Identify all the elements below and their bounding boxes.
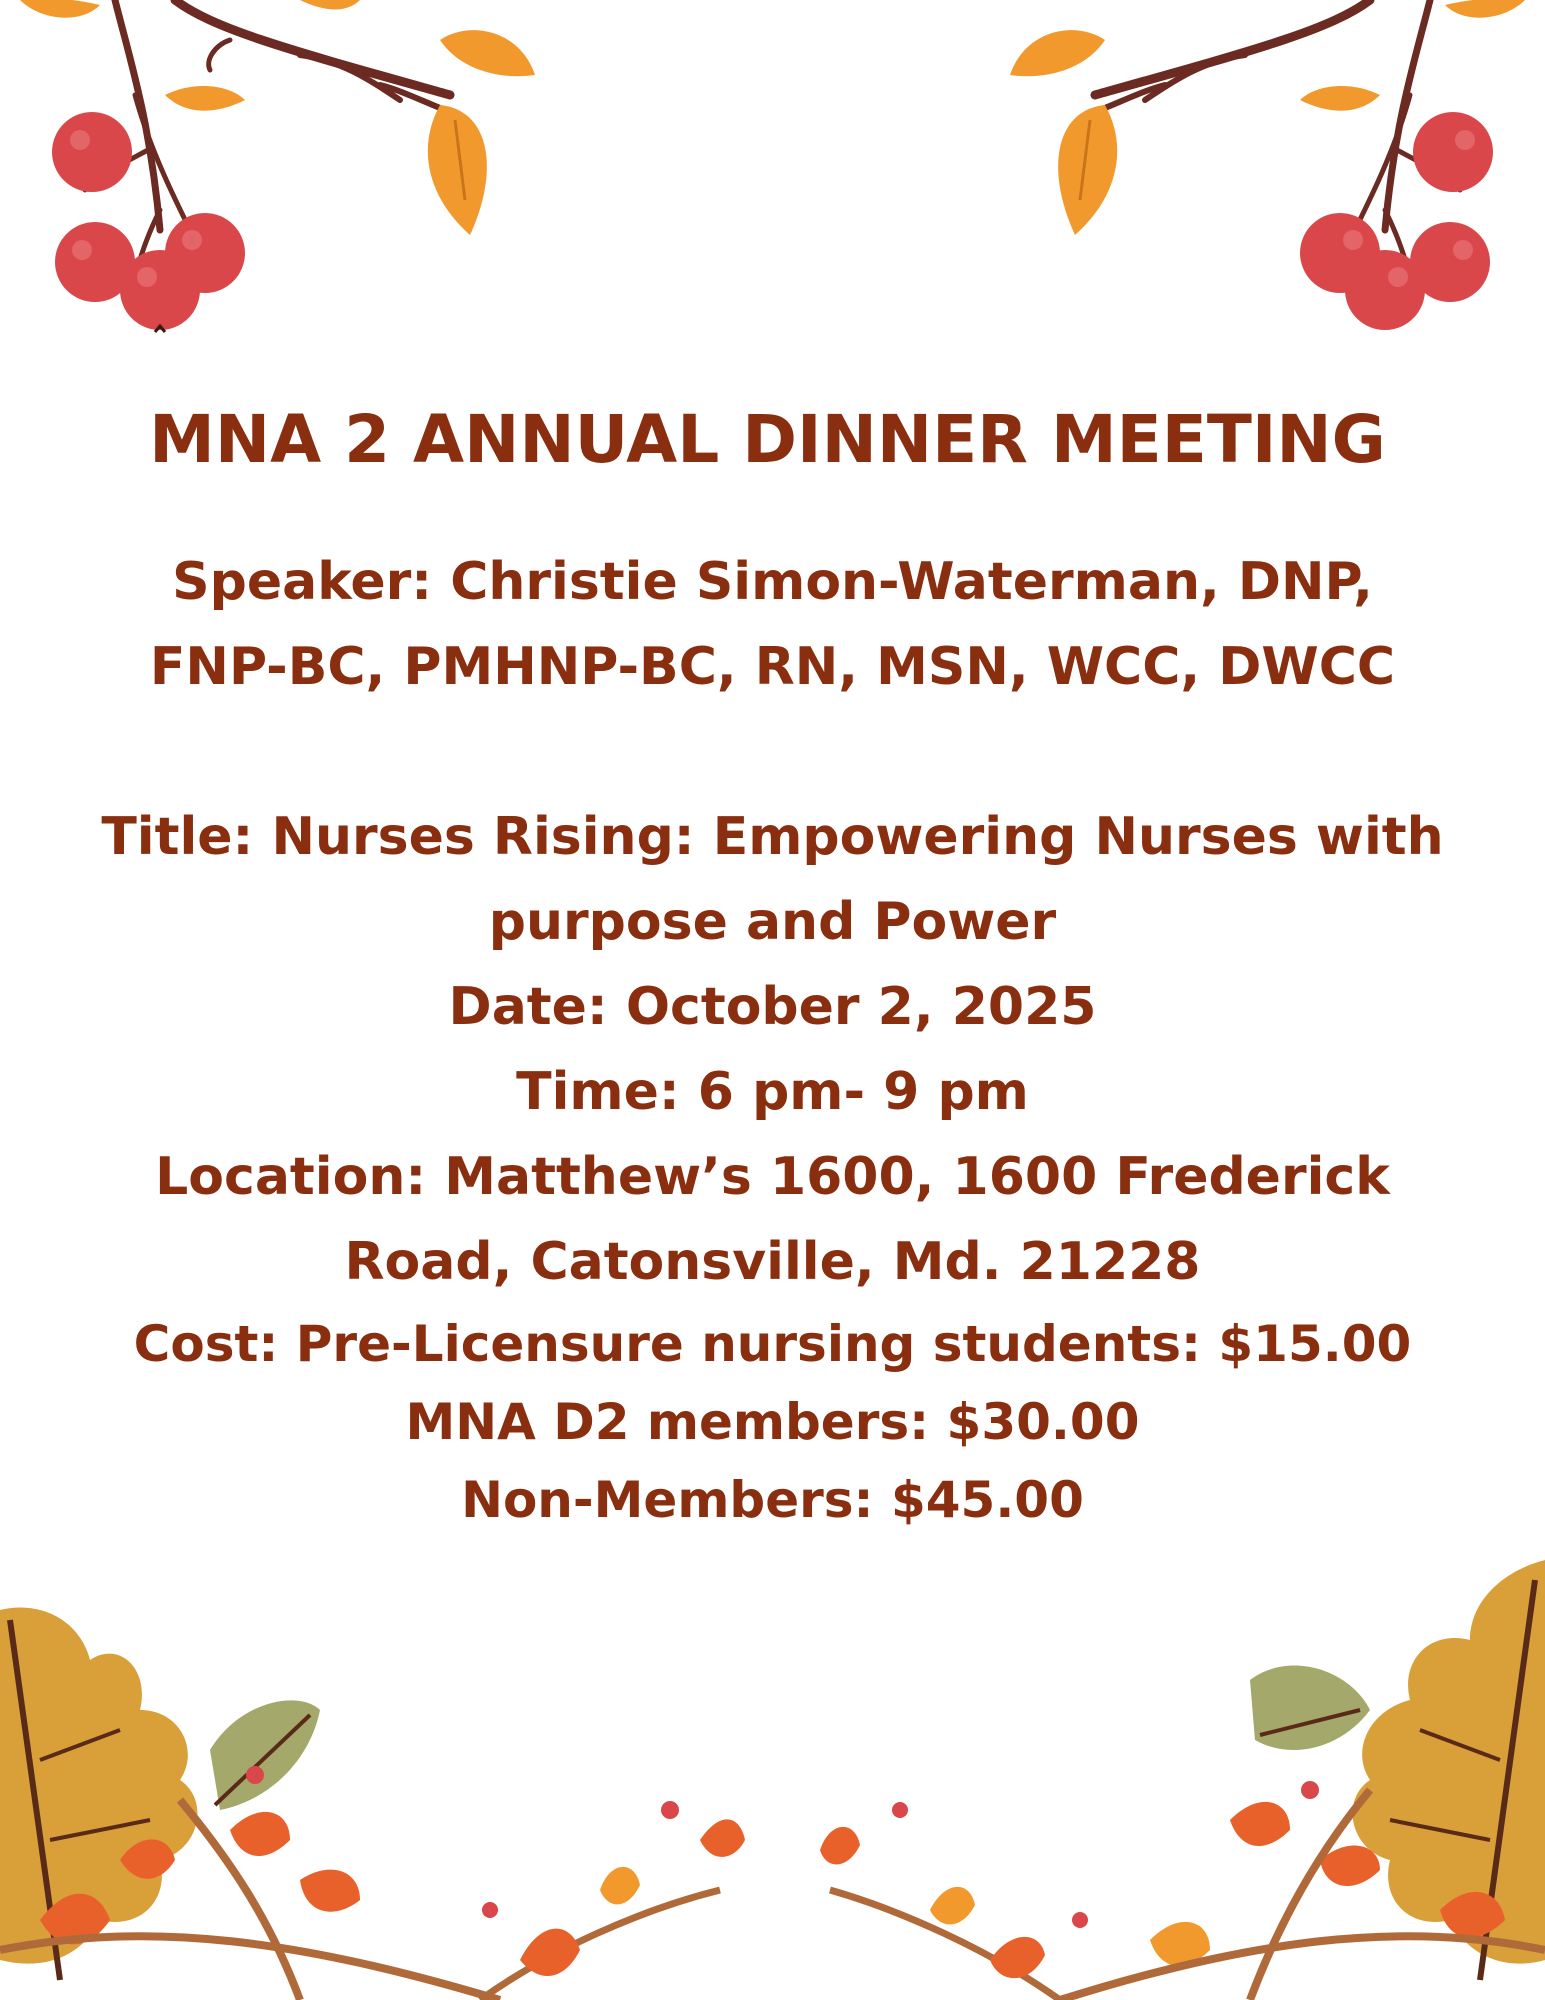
speaker-line-2: FNP-BC, PMHNP-BC, RN, MSN, WCC, DWCC (149, 637, 1396, 697)
cost-students: Cost: Pre-Licensure nursing students: $15.00 (133, 1315, 1412, 1373)
location-line-1: Location: Matthew’s 1600, 1600 Frederick (155, 1147, 1390, 1207)
speaker-line-1: Speaker: Christie Simon-Waterman, DNP, (172, 552, 1373, 612)
location-line-2: Road, Catonsville, Md. 21228 (344, 1232, 1201, 1292)
cost-members: MNA D2 members: $30.00 (405, 1393, 1140, 1451)
event-time: Time: 6 pm- 9 pm (516, 1062, 1029, 1122)
cost-nonmembers: Non-Members: $45.00 (461, 1471, 1084, 1529)
autumn-leaves-border-icon (0, 1560, 1545, 2000)
title-line-1: Title: Nurses Rising: Empowering Nurses with (101, 807, 1444, 867)
title-line-2: purpose and Power (488, 892, 1057, 952)
autumn-branch-berries-icon (0, 0, 560, 350)
flyer-content (0, 395, 1545, 1539)
event-heading: MNA 2 ANNUAL DINNER MEETING (149, 401, 1386, 478)
autumn-branch-berries-icon (985, 0, 1545, 350)
event-date: Date: October 2, 2025 (448, 977, 1097, 1037)
